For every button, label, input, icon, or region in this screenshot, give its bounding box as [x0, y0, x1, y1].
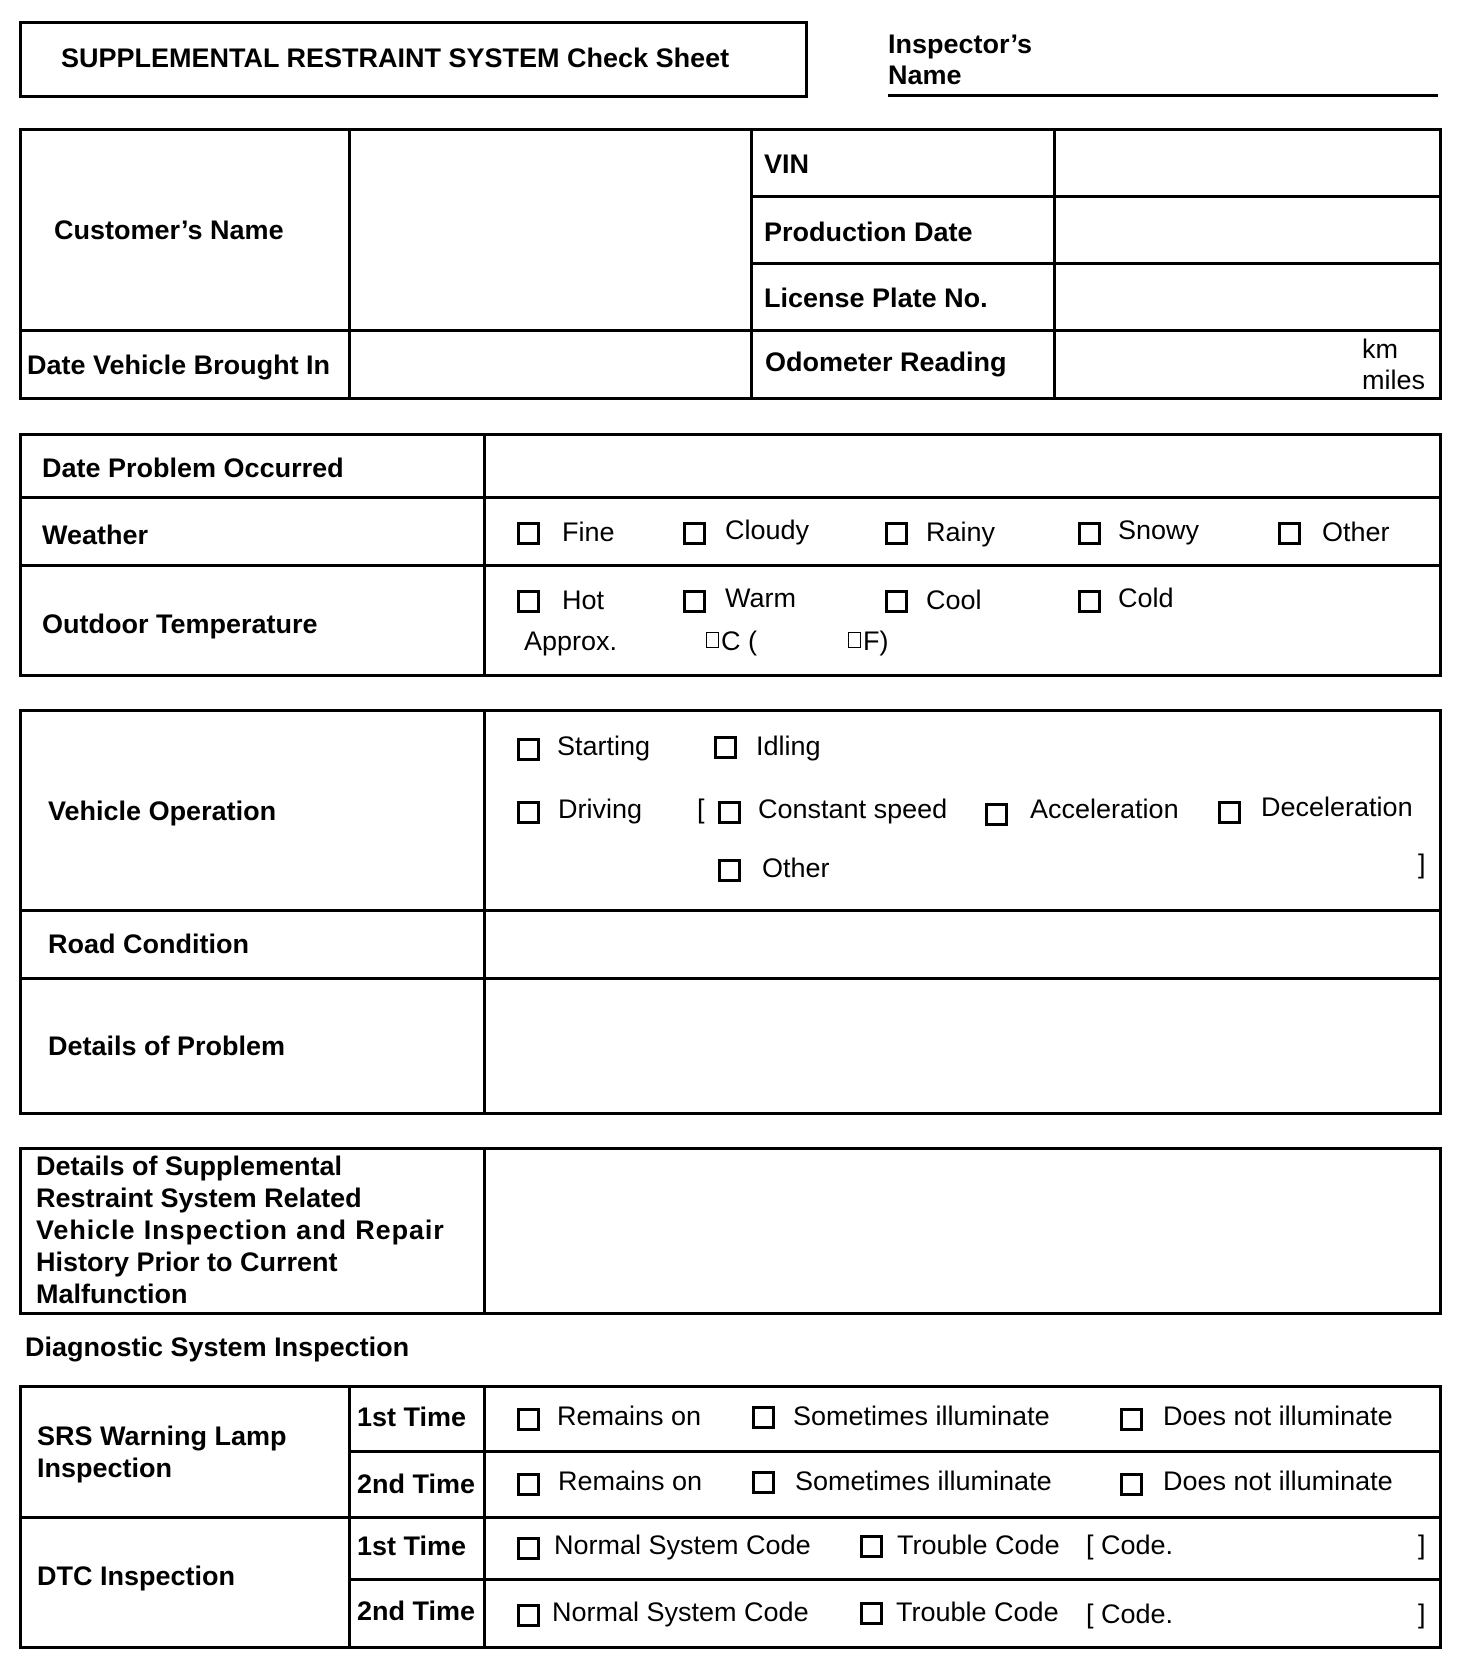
license-plate-label: License Plate No. [764, 283, 988, 313]
odometer-label: Odometer Reading [765, 347, 1007, 377]
history-label-line5: Malfunction [36, 1279, 188, 1309]
srs-2nd-sometimes-label: Sometimes illuminate [795, 1466, 1052, 1496]
srs-1st-remains-on-label: Remains on [557, 1401, 702, 1431]
date-brought-in-label: Date Vehicle Brought In [27, 350, 331, 380]
weather-snowy-checkbox[interactable] [1078, 522, 1101, 545]
op-starting-checkbox[interactable] [517, 738, 540, 761]
weather-rainy-label: Rainy [926, 517, 996, 547]
date-problem-field[interactable] [487, 436, 1439, 494]
inspector-name-field[interactable] [888, 94, 1438, 97]
dtc-second-time-label: 2nd Time [357, 1596, 476, 1626]
temp-cold-checkbox[interactable] [1078, 590, 1101, 613]
details-problem-label: Details of Problem [48, 1031, 286, 1061]
op-idling-label: Idling [756, 731, 821, 761]
vehicle-operation-label: Vehicle Operation [48, 796, 277, 826]
unit-km: km [1362, 334, 1398, 364]
temp-c-field[interactable] [615, 625, 705, 655]
srs-1st-does-not-checkbox[interactable] [1120, 1408, 1143, 1431]
srs-2nd-remains-on-checkbox[interactable] [517, 1473, 540, 1496]
op-other-field[interactable] [850, 850, 1410, 884]
history-field[interactable] [487, 1150, 1439, 1312]
history-label-line2: Restraint System Related [36, 1183, 362, 1213]
history-label-line4: History Prior to Current [36, 1247, 338, 1277]
op-idling-checkbox[interactable] [714, 736, 737, 759]
page-title: SUPPLEMENTAL RESTRAINT SYSTEM Check Sheet [61, 43, 730, 73]
license-plate-field[interactable] [1057, 265, 1439, 327]
dtc-2nd-code-label: [ Code. [1086, 1599, 1174, 1629]
dtc-1st-trouble-checkbox[interactable] [860, 1535, 883, 1558]
date-brought-in-field[interactable] [352, 332, 748, 397]
op-acceleration-label: Acceleration [1030, 794, 1179, 824]
srs-first-time-label: 1st Time [357, 1402, 467, 1432]
customer-name-field[interactable] [352, 131, 748, 327]
srs-2nd-sometimes-checkbox[interactable] [752, 1471, 775, 1494]
celsius-unit-box [706, 632, 719, 648]
date-problem-label: Date Problem Occurred [42, 453, 344, 483]
op-constant-speed-checkbox[interactable] [718, 801, 741, 824]
srs-1st-sometimes-label: Sometimes illuminate [793, 1401, 1050, 1431]
srs-1st-does-not-label: Does not illuminate [1163, 1401, 1393, 1431]
dtc-1st-bracket-close: ] [1418, 1530, 1426, 1560]
outdoor-temp-label: Outdoor Temperature [42, 609, 318, 639]
op-other-checkbox[interactable] [718, 859, 741, 882]
srs-2nd-does-not-label: Does not illuminate [1163, 1466, 1393, 1496]
temp-f-field[interactable] [760, 625, 845, 655]
weather-snowy-label: Snowy [1118, 515, 1200, 545]
temp-hot-checkbox[interactable] [517, 590, 540, 613]
dtc-1st-code-field[interactable] [1190, 1527, 1410, 1563]
dtc-2nd-code-field[interactable] [1190, 1594, 1410, 1630]
temp-warm-checkbox[interactable] [683, 590, 706, 613]
temp-cold-label: Cold [1118, 583, 1174, 613]
inspector-name-label [888, 29, 1032, 91]
op-deceleration-label: Deceleration [1261, 792, 1413, 822]
weather-fine-label: Fine [562, 517, 615, 547]
dtc-1st-trouble-label: Trouble Code [897, 1530, 1060, 1560]
unit-miles: miles [1362, 365, 1426, 395]
details-problem-field[interactable] [487, 981, 1439, 1112]
weather-other-label: Other [1322, 517, 1390, 547]
op-acceleration-checkbox[interactable] [985, 803, 1008, 826]
srs-1st-sometimes-checkbox[interactable] [752, 1406, 775, 1429]
dtc-2nd-normal-checkbox[interactable] [517, 1604, 540, 1627]
driving-bracket-close: ] [1418, 849, 1426, 879]
weather-cloudy-checkbox[interactable] [683, 522, 706, 545]
weather-other-checkbox[interactable] [1278, 522, 1301, 545]
op-driving-checkbox[interactable] [517, 801, 540, 824]
road-condition-field[interactable] [487, 913, 1439, 975]
srs-lamp-label [37, 1420, 287, 1484]
temp-hot-label: Hot [562, 585, 605, 615]
inspector-label-line2: Name [888, 60, 962, 90]
production-date-field[interactable] [1057, 198, 1439, 260]
srs-lamp-label-line2: Inspection [37, 1453, 173, 1483]
production-date-label: Production Date [764, 217, 973, 247]
road-condition-label: Road Condition [48, 929, 249, 959]
diagnostic-section-title: Diagnostic System Inspection [25, 1332, 410, 1362]
history-label-line3: Vehicle Inspection and Repair [36, 1215, 445, 1245]
dtc-label: DTC Inspection [37, 1561, 236, 1591]
dtc-first-time-label: 1st Time [357, 1531, 467, 1561]
history-label [36, 1150, 445, 1310]
srs-lamp-label-line1: SRS Warning Lamp [37, 1421, 287, 1451]
srs-1st-remains-on-checkbox[interactable] [517, 1408, 540, 1431]
history-label-line1: Details of Supplemental [36, 1151, 343, 1181]
op-constant-speed-label: Constant speed [758, 794, 948, 824]
dtc-2nd-normal-label: Normal System Code [552, 1597, 809, 1627]
temp-cool-checkbox[interactable] [885, 590, 908, 613]
dtc-2nd-trouble-checkbox[interactable] [860, 1602, 883, 1625]
celsius-unit-label: C ( [721, 626, 757, 656]
dtc-2nd-trouble-label: Trouble Code [896, 1597, 1059, 1627]
op-starting-label: Starting [557, 731, 651, 761]
dtc-2nd-bracket-close: ] [1418, 1599, 1426, 1629]
inspector-label-line1: Inspector’s [888, 29, 1033, 59]
weather-label: Weather [42, 520, 149, 550]
dtc-1st-normal-checkbox[interactable] [517, 1537, 540, 1560]
approx-label: Approx. [524, 626, 618, 656]
fahrenheit-unit-label: F) [863, 626, 889, 656]
weather-cloudy-label: Cloudy [725, 515, 810, 545]
op-other-label: Other [762, 853, 830, 883]
weather-rainy-checkbox[interactable] [885, 522, 908, 545]
op-deceleration-checkbox[interactable] [1218, 801, 1241, 824]
dtc-1st-normal-label: Normal System Code [554, 1530, 811, 1560]
dtc-1st-code-label: [ Code. [1086, 1530, 1174, 1560]
vin-label: VIN [764, 149, 810, 179]
temp-warm-label: Warm [725, 583, 796, 613]
temp-cool-label: Cool [926, 585, 982, 615]
srs-2nd-remains-on-label: Remains on [558, 1466, 703, 1496]
customer-name-label: Customer’s Name [54, 215, 284, 245]
vin-field[interactable] [1057, 131, 1439, 193]
fahrenheit-unit-box [848, 632, 861, 648]
srs-2nd-does-not-checkbox[interactable] [1120, 1473, 1143, 1496]
op-driving-label: Driving [558, 794, 643, 824]
odometer-field[interactable] [1057, 332, 1357, 397]
srs-second-time-label: 2nd Time [357, 1469, 476, 1499]
driving-bracket-open: [ [697, 794, 705, 824]
weather-fine-checkbox[interactable] [517, 522, 540, 545]
